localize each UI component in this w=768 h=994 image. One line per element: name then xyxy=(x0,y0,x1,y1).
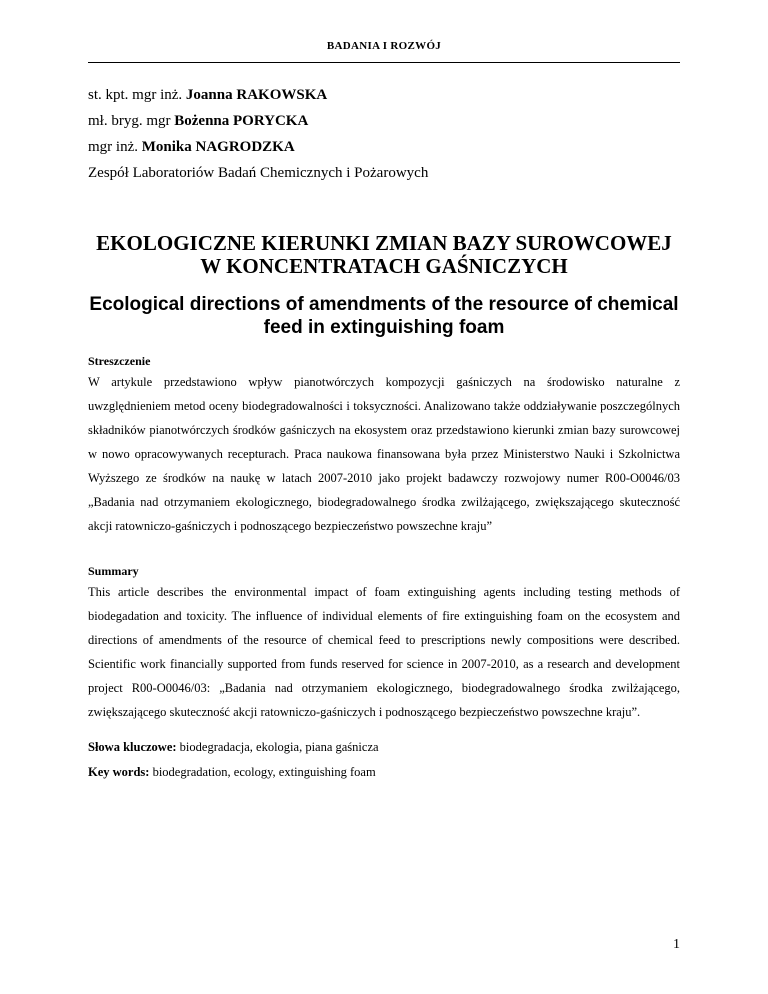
abstract-english-text: This article describes the environmental impact of foam extinguishing agents including testing methods of biodegadation and toxicity. The influence of individual elements of fire extinguishing foam on the ecosystem and directions of amendments of the resource of chemical feed to prescriptions newly compositions were described. Scientific work financially supported from funds reserved for science in 2007-2010, as a research and development project R00-O0046/03: „Badania nad otrzymaniem ekologicznego, biodegradowalnego środka zwilżającego, zwiększającego skuteczność akcji ratowniczo-gaśniczych i podnoszącego bezpieczeństwo powszechne kraju”. xyxy=(88,585,680,719)
abstract-english xyxy=(88,562,680,724)
author-3-name: Monika NAGRODZKA xyxy=(141,139,295,155)
author-2-name: Bożenna PORYCKA xyxy=(174,113,309,129)
author-block xyxy=(88,82,680,186)
page-number: 1 xyxy=(673,937,680,952)
keywords-polish xyxy=(88,740,680,755)
abstract-english-heading: Summary xyxy=(88,564,139,578)
title-english xyxy=(88,293,680,339)
abstract-polish-heading: Streszczenie xyxy=(88,354,151,368)
keywords-polish-text: biodegradacja, ekologia, piana gaśnicza xyxy=(176,740,379,754)
abstract-polish-text: W artykule przedstawiono wpływ pianotwórczych kompozycji gaśniczych na środowisko naturalne z uwzględnieniem metod oceny biodegradowalności i toksyczności. Analizowano także oddziaływanie poszczególnych składników pianotwórczych środków gaśniczych na ekosystem oraz przedstawiono kierunki zmian bazy surowcowej w nowo opracowywanych recepturach. Praca naukowa finansowana była przez Ministerstwo Nauki i Szkolnictwa Wyższego ze środków na naukę w latach 2007-2010 jako projekt badawczy rozwojowy numer R00-O0046/03 „Badania nad otrzymaniem ekologicznego, biodegradowalnego środka zwilżającego, zwiększającego skuteczność akcji ratowniczo-gaśniczych i podnoszącego bezpieczeństwo powszechne kraju” xyxy=(88,375,680,533)
author-1-name: Joanna RAKOWSKA xyxy=(185,87,328,103)
title-polish-line-2: W KONCENTRATACH GAŚNICZYCH xyxy=(200,254,568,278)
title-english-line-2: feed in extinguishing foam xyxy=(263,317,505,338)
author-3 xyxy=(88,134,680,160)
keywords-english-text: biodegradation, ecology, extinguishing foam xyxy=(149,765,376,779)
abstract-polish xyxy=(88,352,680,538)
title-english-line-1: Ecological directions of amendments of the resource of chemical xyxy=(89,294,679,315)
author-2-prefix: mł. bryg. mgr xyxy=(88,113,175,129)
header-divider xyxy=(88,62,680,63)
affiliation: Zespół Laboratoriów Badań Chemicznych i Pożarowych xyxy=(88,165,429,181)
author-3-prefix: mgr inż. xyxy=(88,139,142,155)
keywords-polish-label: Słowa kluczowe: xyxy=(88,740,177,754)
keywords-english-label: Key words: xyxy=(88,765,150,779)
author-1-prefix: st. kpt. mgr inż. xyxy=(88,87,186,103)
author-2 xyxy=(88,108,680,134)
author-1 xyxy=(88,82,680,108)
title-polish xyxy=(88,232,680,278)
title-polish-line-1: EKOLOGICZNE KIERUNKI ZMIAN BAZY SUROWCOWEJ xyxy=(96,231,672,255)
keywords-english xyxy=(88,765,680,780)
running-header: BADANIA I ROZWÓJ xyxy=(326,40,442,52)
